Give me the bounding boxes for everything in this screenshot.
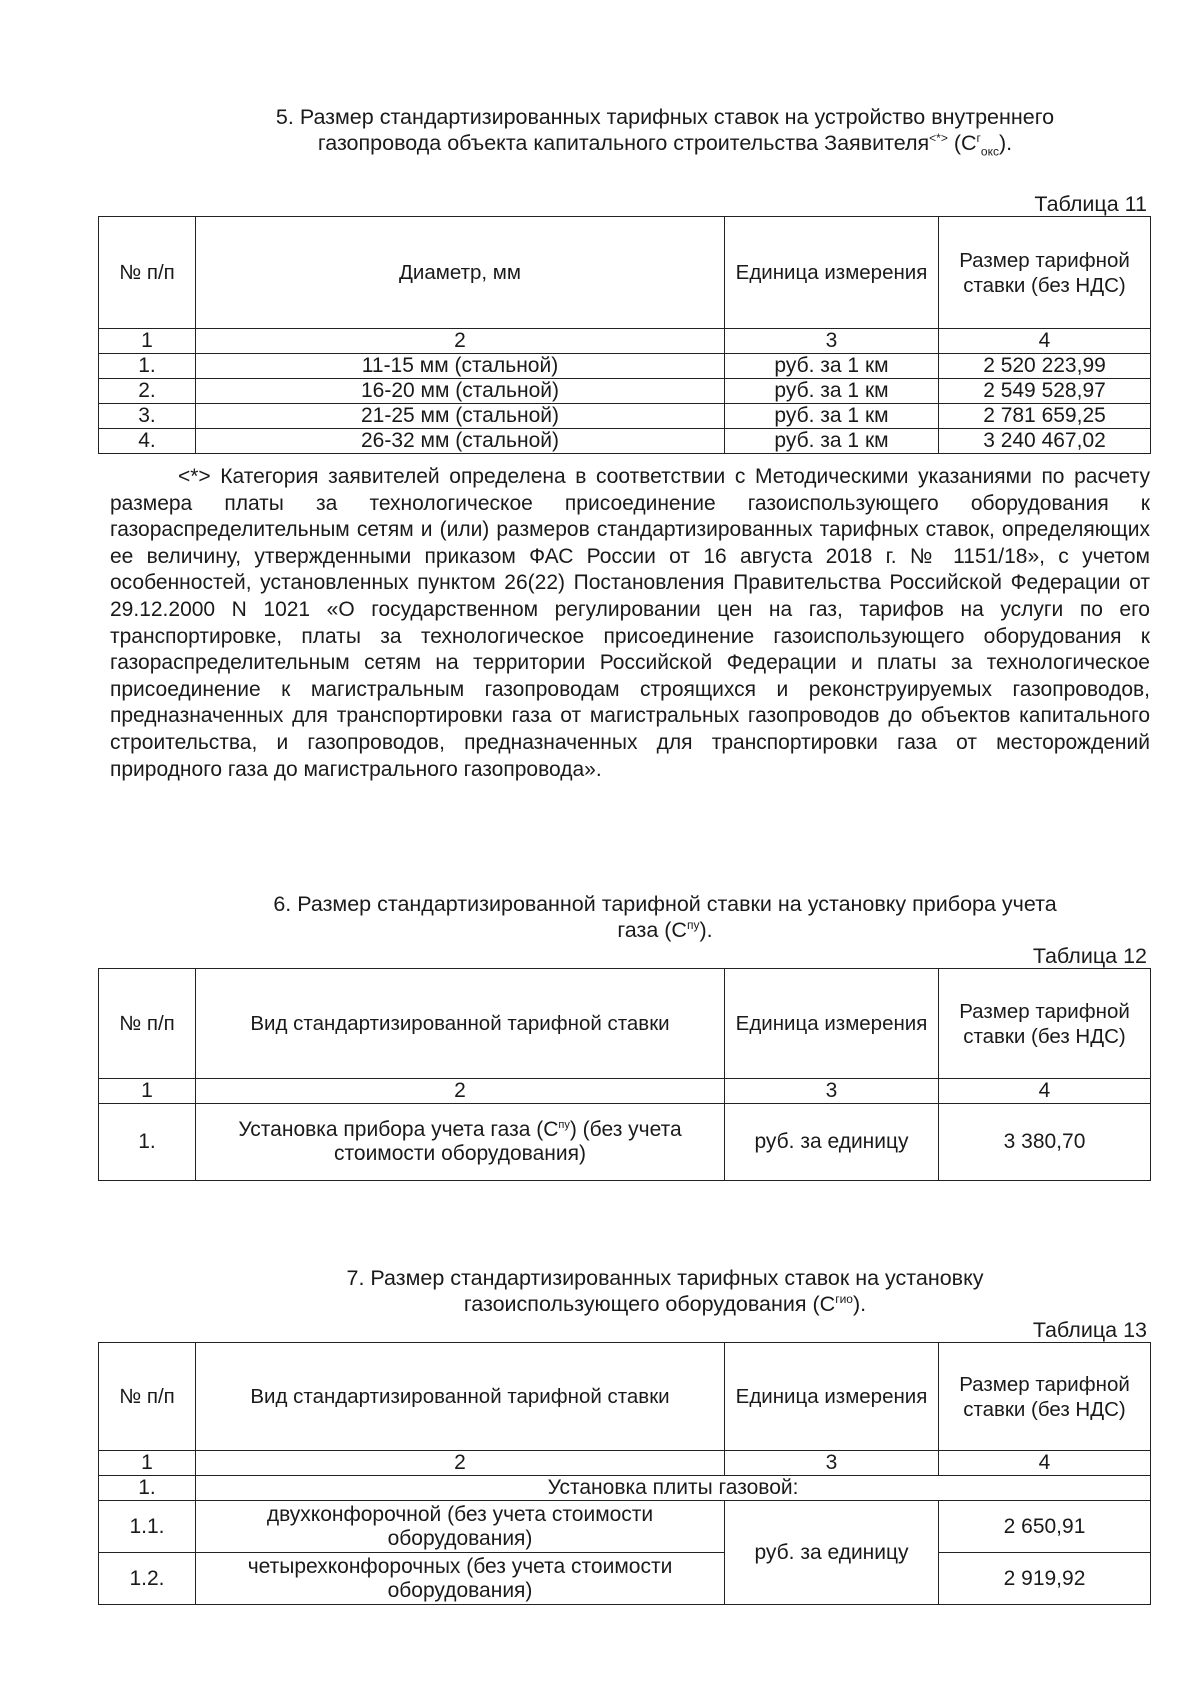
row-num: 1.2. xyxy=(99,1553,196,1605)
row-value: 2 781 659,25 xyxy=(939,404,1151,429)
col-index: 4 xyxy=(939,1079,1151,1104)
symbol-sup: пу xyxy=(558,1119,570,1131)
col-index: 3 xyxy=(725,1079,939,1104)
row-kind xyxy=(196,1104,725,1181)
col-num-header: № п/п xyxy=(99,217,196,329)
table11-label: Таблица 11 xyxy=(1034,192,1147,216)
symbol-sup: пу xyxy=(686,917,700,932)
col-unit-header: Единица измерения xyxy=(725,217,939,329)
section7-heading xyxy=(200,1265,1130,1317)
symbol-open: (С xyxy=(947,131,977,155)
col-index: 4 xyxy=(939,1451,1151,1476)
section5-heading-line2 xyxy=(200,130,1130,159)
row-unit: руб. за 1 км xyxy=(725,429,939,454)
row-kind-text: Установка прибора учета газа (С xyxy=(238,1118,559,1141)
col-index: 4 xyxy=(939,329,1151,354)
section6-heading-text: газа (С xyxy=(617,918,687,942)
row-value: 2 549 528,97 xyxy=(939,379,1151,404)
col-kind-header: Вид стандартизированной тарифной ставки xyxy=(196,1343,725,1451)
table-row xyxy=(99,1501,1151,1553)
row-group-title: Установка плиты газовой: xyxy=(196,1476,1151,1501)
row-diameter: 26-32 мм (стальной) xyxy=(196,429,725,454)
table-header-row xyxy=(99,217,1151,329)
row-kind-text-end: ) (без учета стоимости оборудования) xyxy=(334,1118,682,1165)
row-num: 1.1. xyxy=(99,1501,196,1553)
row-value: 3 380,70 xyxy=(939,1104,1151,1181)
table-row xyxy=(99,429,1151,454)
section5-heading xyxy=(200,104,1130,159)
table-header-row xyxy=(99,1343,1151,1451)
table12-label: Таблица 12 xyxy=(1032,944,1147,968)
symbol-sub: окс xyxy=(980,144,999,159)
table-12 xyxy=(98,968,1151,1181)
symbol-close: ). xyxy=(998,131,1013,155)
section5-heading-line1: 5. Размер стандартизированных тарифных ставок на устройство внутреннего xyxy=(275,105,1055,129)
section6-heading xyxy=(200,891,1130,943)
col-index: 3 xyxy=(725,329,939,354)
col-index: 1 xyxy=(99,1451,196,1476)
section7-heading-text: газоиспользующего оборудования (С xyxy=(463,1292,836,1316)
col-index: 1 xyxy=(99,329,196,354)
symbol-sup: г xyxy=(976,130,981,145)
row-value: 2 919,92 xyxy=(939,1553,1151,1605)
table-row xyxy=(99,1553,1151,1605)
row-num: 2. xyxy=(99,379,196,404)
section6-heading-line1: 6. Размер стандартизированной тарифной ставки на установку прибора учета xyxy=(273,892,1057,916)
footnote-paragraph xyxy=(110,464,1150,783)
col-num-header: № п/п xyxy=(99,1343,196,1451)
col-index: 2 xyxy=(196,1079,725,1104)
col-index: 3 xyxy=(725,1451,939,1476)
row-num: 3. xyxy=(99,404,196,429)
col-unit-header: Единица измерения xyxy=(725,969,939,1079)
row-num: 4. xyxy=(99,429,196,454)
symbol-close: ). xyxy=(852,1292,867,1316)
table-row xyxy=(99,404,1151,429)
footnote-marker: <*> xyxy=(929,130,948,145)
row-num: 1. xyxy=(99,354,196,379)
table13-label: Таблица 13 xyxy=(1032,1318,1147,1342)
row-num: 1. xyxy=(99,1104,196,1181)
row-kind: четырехконфорочных (без учета стоимости оборудования) xyxy=(196,1553,725,1605)
row-diameter: 11-15 мм (стальной) xyxy=(196,354,725,379)
row-value: 3 240 467,02 xyxy=(939,429,1151,454)
table-13 xyxy=(98,1342,1151,1605)
table-11 xyxy=(98,216,1151,454)
col-index: 2 xyxy=(196,1451,725,1476)
table-index-row xyxy=(99,329,1151,354)
row-kind: двухконфорочной (без учета стоимости оборудования) xyxy=(196,1501,725,1553)
table-row xyxy=(99,379,1151,404)
row-num: 1. xyxy=(99,1476,196,1501)
col-unit-header: Единица измерения xyxy=(725,1343,939,1451)
table-header-row xyxy=(99,969,1151,1079)
col-num-header: № п/п xyxy=(99,969,196,1079)
table-index-row xyxy=(99,1451,1151,1476)
symbol-sup: гио xyxy=(835,1291,853,1306)
row-unit: руб. за 1 км xyxy=(725,404,939,429)
section7-heading-line1: 7. Размер стандартизированных тарифных ставок на установку xyxy=(346,1266,984,1290)
symbol-close: ). xyxy=(699,918,713,942)
col-index: 2 xyxy=(196,329,725,354)
row-unit: руб. за 1 км xyxy=(725,379,939,404)
section6-heading-line2 xyxy=(200,917,1130,943)
row-diameter: 21-25 мм (стальной) xyxy=(196,404,725,429)
table-index-row xyxy=(99,1079,1151,1104)
row-unit: руб. за единицу xyxy=(725,1104,939,1181)
table-row xyxy=(99,1104,1151,1181)
row-value: 2 650,91 xyxy=(939,1501,1151,1553)
col-kind-header: Вид стандартизированной тарифной ставки xyxy=(196,969,725,1079)
table-group-row xyxy=(99,1476,1151,1501)
row-diameter: 16-20 мм (стальной) xyxy=(196,379,725,404)
section7-heading-line2 xyxy=(200,1291,1130,1317)
col-rate-header: Размер тарифной ставки (без НДС) xyxy=(939,969,1151,1079)
table-row xyxy=(99,354,1151,379)
row-unit: руб. за единицу xyxy=(725,1501,939,1605)
col-diameter-header: Диаметр, мм xyxy=(196,217,725,329)
col-rate-header: Размер тарифной ставки (без НДС) xyxy=(939,1343,1151,1451)
section5-heading-text: газопровода объекта капитального строительства Заявителя xyxy=(317,131,930,155)
col-rate-header: Размер тарифной ставки (без НДС) xyxy=(939,217,1151,329)
row-value: 2 520 223,99 xyxy=(939,354,1151,379)
footnote-text: <*> Категория заявителей определена в соответствии с Методическими указаниями по расчету размера платы за технологическое присоединение газоиспользующего оборудования к газораспределительным сетям и (или) размеров стандартизированных тарифных ставок, определяющих ее величину, утвержденными приказом ФАС России от 16 августа 2018 г. № 1151/18», с учетом особенностей, установленных пунктом 26(22) Постановления Правительства Российской Федерации от 29.12.2000 N 1021 «О государственном регулировании цен на газ, тарифов на услуги по его транспортировке, платы за технологическое присоединение газоиспользующего оборудования к газораспределительным сетям на территории Российской Федерации и платы за технологическое присоединение к магистральным газопроводам строящихся и реконструируемых газопроводов, предназначенных для транспортировки газа от магистральных газопроводов до объектов капитального строительства, и газопроводов, предназначенных для транспортировки газа от месторождений природного газа до магистрального газопровода». xyxy=(110,465,1150,781)
col-index: 1 xyxy=(99,1079,196,1104)
row-unit: руб. за 1 км xyxy=(725,354,939,379)
